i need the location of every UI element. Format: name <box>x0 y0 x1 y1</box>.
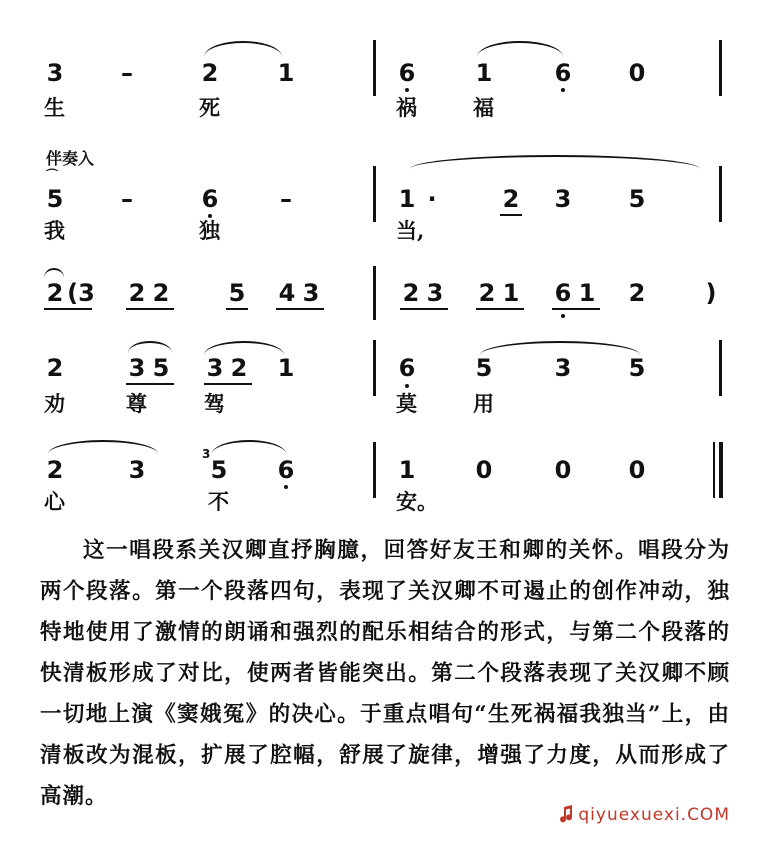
watermark-text: qiyuexuexi.COM <box>578 805 730 825</box>
grace-note: 3 <box>202 447 211 461</box>
note: 0 <box>628 59 646 87</box>
note: 3 <box>554 185 572 213</box>
underline <box>500 214 522 216</box>
slur <box>480 341 640 355</box>
low-octave-dot <box>561 314 565 318</box>
note: 2 <box>628 279 646 307</box>
note: 5 <box>475 354 493 382</box>
note: 3 <box>128 456 146 484</box>
barline <box>719 166 722 222</box>
entry-mark: ⌒ <box>46 168 59 182</box>
note: 1 <box>398 456 416 484</box>
augmentation-dot: · <box>427 185 437 213</box>
note: 3 <box>46 59 64 87</box>
low-octave-dot <box>405 384 409 388</box>
slur <box>212 440 286 454</box>
note: 6 <box>554 59 572 87</box>
lyric: 驾 <box>204 391 225 416</box>
commentary-paragraph: 这一唱段系关汉卿直抒胸臆，回答好友王和卿的关怀。唱段分为两个段落。第一个段落四句，表现了关汉卿不可遏止的创作冲动，独特地使用了激情的朗诵和强烈的配乐相结合的形式，与第二个段落的快清板形成了对比，使两者皆能突出。第二个段落表现了关汉卿不顾一切地上演《窦娥冤》的决心。于重点唱句“生死祸福我独当”上，由清板改为混板，扩展了腔幅，舒展了旋律，增强了力度，从而形成了高潮。 <box>40 538 730 809</box>
lyric: 生 <box>44 95 65 120</box>
note: 2 <box>46 354 64 382</box>
note: 1 <box>277 59 295 87</box>
note: 0 <box>554 456 572 484</box>
dash: – <box>280 185 292 213</box>
lyric: 独 <box>199 218 220 243</box>
note: 5 <box>152 354 170 382</box>
lyric: 死 <box>199 95 220 120</box>
note: 2 <box>152 279 170 307</box>
note: 5 <box>210 456 228 484</box>
note: 2 <box>402 279 420 307</box>
underline <box>126 383 174 385</box>
underline <box>400 308 448 310</box>
note: 6 <box>554 279 572 307</box>
note: 2 <box>478 279 496 307</box>
note: 6 <box>398 354 416 382</box>
note: 1 <box>475 59 493 87</box>
barline <box>719 340 722 396</box>
note: 2 <box>201 59 219 87</box>
closing-parenthesis: ) <box>705 279 717 307</box>
barline <box>373 266 376 320</box>
note: 4 <box>278 279 296 307</box>
note: 6 <box>201 185 219 213</box>
lyric: 用 <box>473 391 494 416</box>
note: 3 <box>426 279 444 307</box>
slur <box>410 155 700 169</box>
note: 5 <box>628 354 646 382</box>
lyric: 不 <box>208 489 229 514</box>
low-octave-dot <box>405 88 409 92</box>
note: 3 <box>206 354 224 382</box>
note: 6 <box>277 456 295 484</box>
music-note-icon <box>558 805 574 823</box>
underline <box>476 308 524 310</box>
underline <box>552 308 600 310</box>
dash: – <box>121 59 133 87</box>
lyric: 劝 <box>44 391 65 416</box>
note: 3 <box>302 279 320 307</box>
low-octave-dot <box>284 485 288 489</box>
slur <box>477 41 563 57</box>
accompaniment-entry-label: 伴奏入 <box>46 149 95 168</box>
note: 3 <box>554 354 572 382</box>
barline <box>373 340 376 396</box>
barline <box>719 40 722 96</box>
note: 5 <box>628 185 646 213</box>
lyric: 福 <box>473 95 494 120</box>
note: 6 <box>398 59 416 87</box>
lyric: 当, <box>396 218 425 243</box>
slur <box>204 41 282 57</box>
note: 1 <box>277 354 295 382</box>
watermark <box>558 805 730 825</box>
dash: – <box>121 185 133 213</box>
low-octave-dot <box>561 88 565 92</box>
barline <box>373 442 376 498</box>
note: 1 <box>578 279 596 307</box>
note: 1 <box>398 185 416 213</box>
lyric: 安。 <box>396 489 438 514</box>
note: 0 <box>628 456 646 484</box>
lyric: 心 <box>44 489 65 514</box>
lyric: 尊 <box>126 391 147 416</box>
note: 2 <box>46 279 64 307</box>
note: 5 <box>228 279 246 307</box>
note: 2 <box>46 456 64 484</box>
note: (3 <box>67 279 95 307</box>
underline <box>276 308 324 310</box>
lyric: 我 <box>44 218 65 243</box>
final-barline-thick <box>719 442 723 498</box>
note: 2 <box>502 185 520 213</box>
underline <box>126 308 174 310</box>
note: 5 <box>46 185 64 213</box>
barline <box>373 166 376 222</box>
lyric: 莫 <box>396 391 417 416</box>
lyric: 祸 <box>396 95 417 120</box>
underline <box>44 308 92 310</box>
note: 2 <box>128 279 146 307</box>
slur <box>128 341 172 353</box>
underline <box>226 308 248 310</box>
slur <box>44 268 64 278</box>
final-barline-thin <box>713 442 715 498</box>
slur <box>48 440 158 454</box>
underline <box>204 383 252 385</box>
slur <box>204 341 284 355</box>
note: 3 <box>128 354 146 382</box>
note: 2 <box>230 354 248 382</box>
barline <box>373 40 376 96</box>
note: 1 <box>502 279 520 307</box>
note: 0 <box>475 456 493 484</box>
